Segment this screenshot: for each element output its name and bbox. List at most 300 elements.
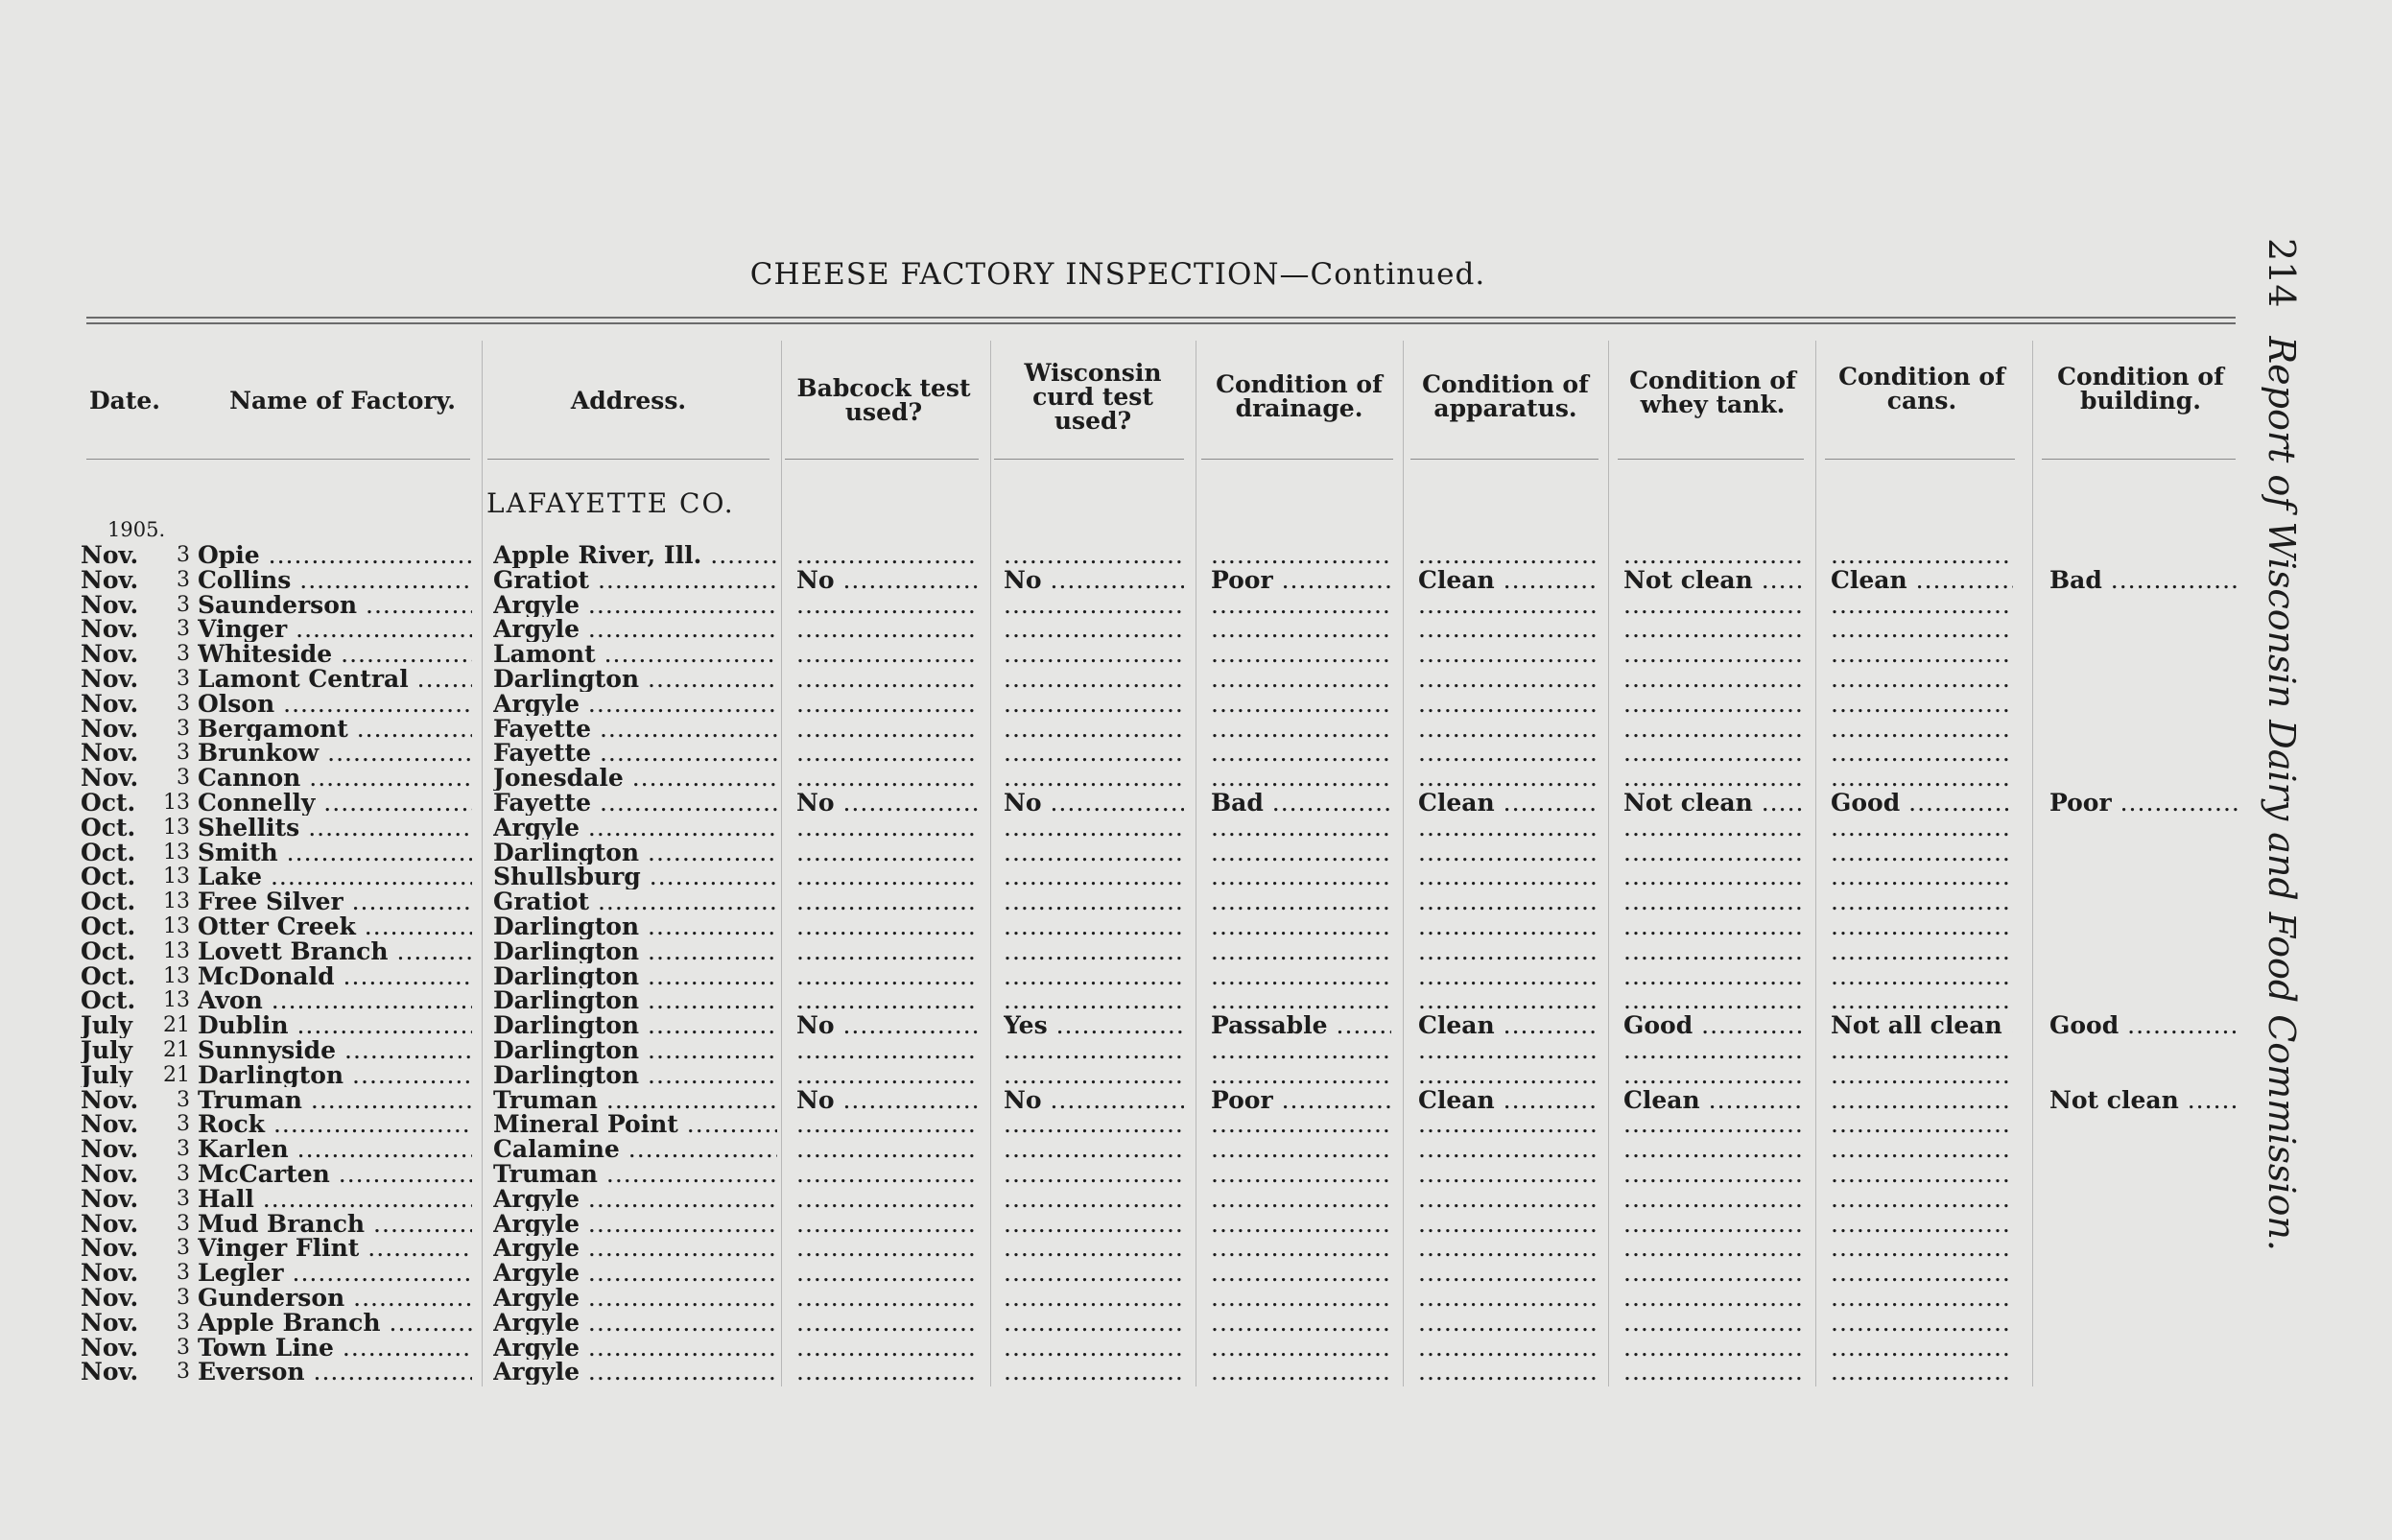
cell-babcock xyxy=(796,988,979,1013)
date-day: 3 xyxy=(177,567,190,592)
cell-curd xyxy=(1004,939,1184,964)
cell-name: Everson ..... xyxy=(198,1360,472,1385)
cell-apparatus: Clean ..... xyxy=(1418,791,1599,816)
cell-whey xyxy=(1623,964,1804,989)
table-row xyxy=(0,816,2303,841)
cell-name: Avon ..... xyxy=(198,988,472,1013)
date-month: Nov. xyxy=(81,716,139,742)
cell-curd xyxy=(1004,692,1184,717)
cell-whey xyxy=(1623,617,1804,642)
cell-cans xyxy=(1831,717,2013,742)
cell-address: Lamont ..... xyxy=(493,642,777,667)
header-underline xyxy=(1410,459,1599,460)
table-row xyxy=(0,766,2303,791)
cell-name: Vinger ..... xyxy=(198,617,472,642)
cell-curd xyxy=(1004,964,1184,989)
date-month: July xyxy=(81,1062,133,1088)
table-row xyxy=(0,741,2303,766)
date-day: 13 xyxy=(163,963,190,988)
cell-address: Darlington ..... xyxy=(493,1013,777,1038)
table-row xyxy=(0,717,2303,742)
cell-name: Darlington ..... xyxy=(198,1063,472,1088)
cell-babcock xyxy=(796,914,979,939)
header-underline xyxy=(1201,459,1393,460)
date-month: Nov. xyxy=(81,567,139,593)
cell-cans xyxy=(1831,593,2013,618)
column-header: Name of Factory. xyxy=(229,387,456,415)
cell-babcock xyxy=(796,741,979,766)
cell-address: Darlington ..... xyxy=(493,1063,777,1088)
cell-cans xyxy=(1831,766,2013,791)
cell-address: Jonesdale ..... xyxy=(493,766,777,791)
cell-curd xyxy=(1004,1261,1184,1286)
cell-curd xyxy=(1004,865,1184,889)
cell-cans xyxy=(1831,642,2013,667)
cell-address: Truman ..... xyxy=(493,1088,777,1113)
cell-babcock xyxy=(796,1360,979,1385)
cell-curd: Yes ..... xyxy=(1004,1013,1184,1038)
cell-whey xyxy=(1623,816,1804,841)
date-day: 3 xyxy=(177,1261,190,1286)
cell-address: Argyle ..... xyxy=(493,1212,777,1237)
column-header: Address. xyxy=(570,387,687,415)
date-month: Nov. xyxy=(81,1087,139,1113)
cell-curd: No ..... xyxy=(1004,568,1184,593)
table-row xyxy=(0,1162,2303,1187)
cell-cans xyxy=(1831,988,2013,1013)
cell-drainage xyxy=(1211,939,1391,964)
page-title: CHEESE FACTORY INSPECTION—Continued. xyxy=(749,257,1486,292)
cell-babcock xyxy=(796,964,979,989)
date-day: 3 xyxy=(177,741,190,766)
cell-address: Argyle ..... xyxy=(493,1261,777,1286)
date-month: Oct. xyxy=(81,791,136,816)
table-row xyxy=(0,667,2303,692)
cell-cans xyxy=(1831,939,2013,964)
cell-drainage xyxy=(1211,717,1391,742)
cell-babcock xyxy=(796,1212,979,1237)
cell-address: Argyle ..... xyxy=(493,1311,777,1336)
cell-address: Darlington ..... xyxy=(493,841,777,865)
cell-name: Truman ..... xyxy=(198,1088,472,1113)
column-header: Condition of whey tank. xyxy=(1629,367,1796,418)
cell-name: Town Line ..... xyxy=(198,1336,472,1361)
cell-drainage xyxy=(1211,1360,1391,1385)
date-month: Nov. xyxy=(81,1186,139,1212)
cell-whey: Not clean ..... xyxy=(1623,791,1804,816)
table-row xyxy=(0,692,2303,717)
table-row xyxy=(0,1360,2303,1385)
cell-address: Darlington ..... xyxy=(493,964,777,989)
date-month: Oct. xyxy=(81,914,136,939)
cell-whey xyxy=(1623,1162,1804,1187)
date-day: 13 xyxy=(163,938,190,963)
date-day: 3 xyxy=(177,667,190,691)
cell-name: Lovett Branch ..... xyxy=(198,939,472,964)
cell-curd xyxy=(1004,1360,1184,1385)
table-row xyxy=(0,1311,2303,1336)
cell-whey: Not clean ..... xyxy=(1623,568,1804,593)
cell-babcock xyxy=(796,692,979,717)
table-row xyxy=(0,1336,2303,1361)
cell-curd xyxy=(1004,988,1184,1013)
cell-curd xyxy=(1004,1336,1184,1361)
cell-cans: Good ..... xyxy=(1831,791,2013,816)
year-label: 1905. xyxy=(107,518,166,541)
cell-drainage xyxy=(1211,1137,1391,1162)
cell-drainage: Passable ..... xyxy=(1211,1013,1391,1038)
cell-cans xyxy=(1831,1137,2013,1162)
cell-curd: No ..... xyxy=(1004,791,1184,816)
cell-babcock xyxy=(796,939,979,964)
date-month: Nov. xyxy=(81,766,139,791)
cell-drainage xyxy=(1211,642,1391,667)
cell-address: Shullsburg ..... xyxy=(493,865,777,889)
table-row xyxy=(0,914,2303,939)
cell-cans xyxy=(1831,964,2013,989)
cell-address: Fayette ..... xyxy=(493,741,777,766)
cell-name: Cannon ..... xyxy=(198,766,472,791)
cell-whey xyxy=(1623,889,1804,914)
cell-whey xyxy=(1623,692,1804,717)
cell-name: Mud Branch ..... xyxy=(198,1212,472,1237)
cell-apparatus xyxy=(1418,1360,1599,1385)
cell-name: Brunkow ..... xyxy=(198,741,472,766)
cell-cans xyxy=(1831,1187,2013,1212)
cell-whey xyxy=(1623,1360,1804,1385)
table-row xyxy=(0,791,2303,816)
cell-address: Argyle ..... xyxy=(493,1286,777,1311)
date-day: 21 xyxy=(163,1062,190,1087)
cell-cans xyxy=(1831,1336,2013,1361)
cell-curd xyxy=(1004,593,1184,618)
cell-drainage xyxy=(1211,692,1391,717)
cell-cans xyxy=(1831,1162,2013,1187)
running-head-text: Report of Wisconsin Dairy and Food Commission. xyxy=(2261,336,2303,1251)
cell-cans xyxy=(1831,1261,2013,1286)
cell-drainage xyxy=(1211,1063,1391,1088)
date-month: Nov. xyxy=(81,543,139,568)
cell-babcock xyxy=(796,1162,979,1187)
header-underline xyxy=(2042,459,2236,460)
cell-whey xyxy=(1623,766,1804,791)
date-day: 3 xyxy=(177,617,190,642)
cell-drainage xyxy=(1211,865,1391,889)
cell-whey xyxy=(1623,914,1804,939)
cell-whey xyxy=(1623,543,1804,568)
table-row xyxy=(0,1038,2303,1063)
cell-apparatus xyxy=(1418,692,1599,717)
cell-curd xyxy=(1004,1112,1184,1137)
cell-babcock xyxy=(796,841,979,865)
cell-drainage xyxy=(1211,1187,1391,1212)
cell-babcock xyxy=(796,1336,979,1361)
cell-babcock xyxy=(796,1112,979,1137)
cell-apparatus xyxy=(1418,1162,1599,1187)
date-month: Nov. xyxy=(81,1112,139,1137)
table-row xyxy=(0,617,2303,642)
cell-cans xyxy=(1831,841,2013,865)
cell-apparatus xyxy=(1418,1137,1599,1162)
cell-drainage xyxy=(1211,593,1391,618)
date-month: Nov. xyxy=(81,1310,139,1336)
cell-whey xyxy=(1623,642,1804,667)
cell-babcock: No ..... xyxy=(796,1088,979,1113)
cell-cans: Clean ..... xyxy=(1831,568,2013,593)
cell-curd xyxy=(1004,1162,1184,1187)
cell-cans xyxy=(1831,865,2013,889)
cell-curd xyxy=(1004,741,1184,766)
cell-cans xyxy=(1831,1311,2013,1336)
cell-curd xyxy=(1004,1063,1184,1088)
cell-apparatus xyxy=(1418,1187,1599,1212)
header-underline xyxy=(86,459,470,460)
cell-drainage xyxy=(1211,543,1391,568)
cell-curd xyxy=(1004,816,1184,841)
date-day: 13 xyxy=(163,914,190,938)
cell-whey xyxy=(1623,988,1804,1013)
cell-whey xyxy=(1623,1261,1804,1286)
cell-address: Argyle ..... xyxy=(493,1336,777,1361)
cell-babcock xyxy=(796,1286,979,1311)
date-day: 3 xyxy=(177,1360,190,1385)
cell-name: Saunderson ..... xyxy=(198,593,472,618)
cell-apparatus xyxy=(1418,543,1599,568)
cell-address: Fayette ..... xyxy=(493,791,777,816)
date-day: 13 xyxy=(163,791,190,815)
date-day: 3 xyxy=(177,766,190,791)
date-day: 3 xyxy=(177,1236,190,1261)
cell-name: Karlen ..... xyxy=(198,1137,472,1162)
header-underline xyxy=(487,459,770,460)
cell-whey xyxy=(1623,1038,1804,1063)
cell-curd: No ..... xyxy=(1004,1088,1184,1113)
cell-name: Sunnyside ..... xyxy=(198,1038,472,1063)
cell-babcock: No ..... xyxy=(796,568,979,593)
cell-apparatus xyxy=(1418,766,1599,791)
cell-whey xyxy=(1623,741,1804,766)
table-row xyxy=(0,889,2303,914)
cell-drainage xyxy=(1211,766,1391,791)
cell-cans xyxy=(1831,617,2013,642)
date-month: Nov. xyxy=(81,1335,139,1361)
top-rule-second xyxy=(86,322,2236,324)
cell-name: Rock ..... xyxy=(198,1112,472,1137)
cell-name: Legler ..... xyxy=(198,1261,472,1286)
cell-curd xyxy=(1004,914,1184,939)
cell-cans xyxy=(1831,1038,2013,1063)
date-month: Nov. xyxy=(81,1286,139,1311)
top-rule xyxy=(86,317,2236,319)
cell-drainage: Bad ..... xyxy=(1211,791,1391,816)
date-day: 13 xyxy=(163,988,190,1013)
county-heading: LAFAYETTE CO. xyxy=(486,487,735,519)
cell-whey: Good ..... xyxy=(1623,1013,1804,1038)
cell-babcock xyxy=(796,717,979,742)
cell-whey xyxy=(1623,1112,1804,1137)
cell-address: Apple River, Ill. ..... xyxy=(493,543,777,568)
date-month: Oct. xyxy=(81,988,136,1013)
cell-building: Good ..... xyxy=(2049,1013,2238,1038)
cell-name: Free Silver ..... xyxy=(198,889,472,914)
cell-cans xyxy=(1831,1286,2013,1311)
table-row xyxy=(0,1261,2303,1286)
cell-address: Gratiot ..... xyxy=(493,889,777,914)
date-day: 3 xyxy=(177,642,190,667)
cell-address: Calamine ..... xyxy=(493,1137,777,1162)
cell-drainage xyxy=(1211,1286,1391,1311)
cell-curd xyxy=(1004,1137,1184,1162)
cell-apparatus xyxy=(1418,865,1599,889)
cell-cans xyxy=(1831,1088,2013,1113)
cell-drainage xyxy=(1211,964,1391,989)
cell-apparatus xyxy=(1418,1261,1599,1286)
cell-curd xyxy=(1004,667,1184,692)
cell-name: Lamont Central ..... xyxy=(198,667,472,692)
cell-babcock xyxy=(796,816,979,841)
cell-apparatus: Clean ..... xyxy=(1418,568,1599,593)
cell-babcock xyxy=(796,1137,979,1162)
cell-cans xyxy=(1831,543,2013,568)
table-row xyxy=(0,568,2303,593)
cell-curd xyxy=(1004,766,1184,791)
cell-cans: Not all clean ..... xyxy=(1831,1013,2013,1038)
cell-curd xyxy=(1004,1038,1184,1063)
cell-apparatus xyxy=(1418,964,1599,989)
cell-cans xyxy=(1831,816,2013,841)
cell-curd xyxy=(1004,1212,1184,1237)
cell-drainage xyxy=(1211,1236,1391,1261)
cell-curd xyxy=(1004,617,1184,642)
cell-name: Vinger Flint ..... xyxy=(198,1236,472,1261)
cell-cans xyxy=(1831,741,2013,766)
cell-babcock xyxy=(796,889,979,914)
date-month: Nov. xyxy=(81,642,139,667)
date-month: Oct. xyxy=(81,840,136,865)
cell-cans xyxy=(1831,1360,2013,1385)
table-row xyxy=(0,841,2303,865)
cell-drainage: Poor ..... xyxy=(1211,568,1391,593)
date-day: 21 xyxy=(163,1013,190,1038)
column-header: Condition of drainage. xyxy=(1216,370,1383,422)
cell-drainage xyxy=(1211,988,1391,1013)
header-underline xyxy=(785,459,979,460)
cell-drainage xyxy=(1211,914,1391,939)
date-month: Nov. xyxy=(81,741,139,766)
table-row xyxy=(0,1212,2303,1237)
table-row xyxy=(0,1088,2303,1113)
date-month: Oct. xyxy=(81,963,136,989)
cell-drainage: Poor ..... xyxy=(1211,1088,1391,1113)
table-row xyxy=(0,988,2303,1013)
cell-drainage xyxy=(1211,1162,1391,1187)
cell-curd xyxy=(1004,889,1184,914)
cell-babcock: No ..... xyxy=(796,791,979,816)
cell-address: Argyle ..... xyxy=(493,816,777,841)
cell-apparatus: Clean ..... xyxy=(1418,1088,1599,1113)
cell-name: Dublin ..... xyxy=(198,1013,472,1038)
cell-building: Bad ..... xyxy=(2049,568,2238,593)
cell-drainage xyxy=(1211,816,1391,841)
cell-cans xyxy=(1831,1063,2013,1088)
table-row xyxy=(0,593,2303,618)
cell-drainage xyxy=(1211,741,1391,766)
cell-address: Darlington ..... xyxy=(493,1038,777,1063)
cell-address: Argyle ..... xyxy=(493,1187,777,1212)
date-day: 3 xyxy=(177,1310,190,1335)
cell-drainage xyxy=(1211,1038,1391,1063)
cell-curd xyxy=(1004,642,1184,667)
column-header: Condition of building. xyxy=(2057,363,2224,415)
date-month: Nov. xyxy=(81,1360,139,1385)
cell-whey xyxy=(1623,939,1804,964)
cell-apparatus xyxy=(1418,1336,1599,1361)
table-row xyxy=(0,1286,2303,1311)
date-day: 3 xyxy=(177,1286,190,1310)
cell-apparatus xyxy=(1418,816,1599,841)
table-row xyxy=(0,543,2303,568)
cell-apparatus xyxy=(1418,1112,1599,1137)
cell-apparatus xyxy=(1418,1038,1599,1063)
cell-name: Otter Creek ..... xyxy=(198,914,472,939)
table-row xyxy=(0,642,2303,667)
cell-address: Argyle ..... xyxy=(493,617,777,642)
cell-babcock xyxy=(796,865,979,889)
table-row xyxy=(0,1013,2303,1038)
header-underline xyxy=(1618,459,1804,460)
cell-curd xyxy=(1004,1187,1184,1212)
cell-cans xyxy=(1831,1236,2013,1261)
date-day: 3 xyxy=(177,716,190,741)
cell-address: Argyle ..... xyxy=(493,1360,777,1385)
date-day: 3 xyxy=(177,1186,190,1211)
table-row xyxy=(0,1063,2303,1088)
date-day: 3 xyxy=(177,1211,190,1236)
cell-drainage xyxy=(1211,1212,1391,1237)
date-month: Oct. xyxy=(81,815,136,841)
cell-drainage xyxy=(1211,1336,1391,1361)
cell-address: Gratiot ..... xyxy=(493,568,777,593)
column-header: Date. xyxy=(88,387,161,415)
date-day: 3 xyxy=(177,543,190,567)
table-row xyxy=(0,1187,2303,1212)
cell-babcock xyxy=(796,1261,979,1286)
cell-apparatus xyxy=(1418,1286,1599,1311)
date-month: Oct. xyxy=(81,865,136,889)
cell-cans xyxy=(1831,1212,2013,1237)
cell-cans xyxy=(1831,889,2013,914)
date-month: Nov. xyxy=(81,1236,139,1261)
cell-name: Lake ..... xyxy=(198,865,472,889)
cell-drainage xyxy=(1211,1261,1391,1286)
cell-whey xyxy=(1623,1212,1804,1237)
cell-apparatus xyxy=(1418,1063,1599,1088)
date-day: 3 xyxy=(177,592,190,617)
date-month: Oct. xyxy=(81,889,136,914)
cell-name: Olson ..... xyxy=(198,692,472,717)
cell-building: Poor ..... xyxy=(2049,791,2238,816)
cell-cans xyxy=(1831,692,2013,717)
cell-apparatus xyxy=(1418,1311,1599,1336)
column-header: Condition of cans. xyxy=(1838,363,2005,415)
table-row xyxy=(0,1236,2303,1261)
column-header: Condition of apparatus. xyxy=(1422,370,1589,422)
cell-babcock xyxy=(796,766,979,791)
date-day: 13 xyxy=(163,815,190,840)
cell-name: Whiteside ..... xyxy=(198,642,472,667)
cell-curd xyxy=(1004,841,1184,865)
cell-whey xyxy=(1623,1236,1804,1261)
